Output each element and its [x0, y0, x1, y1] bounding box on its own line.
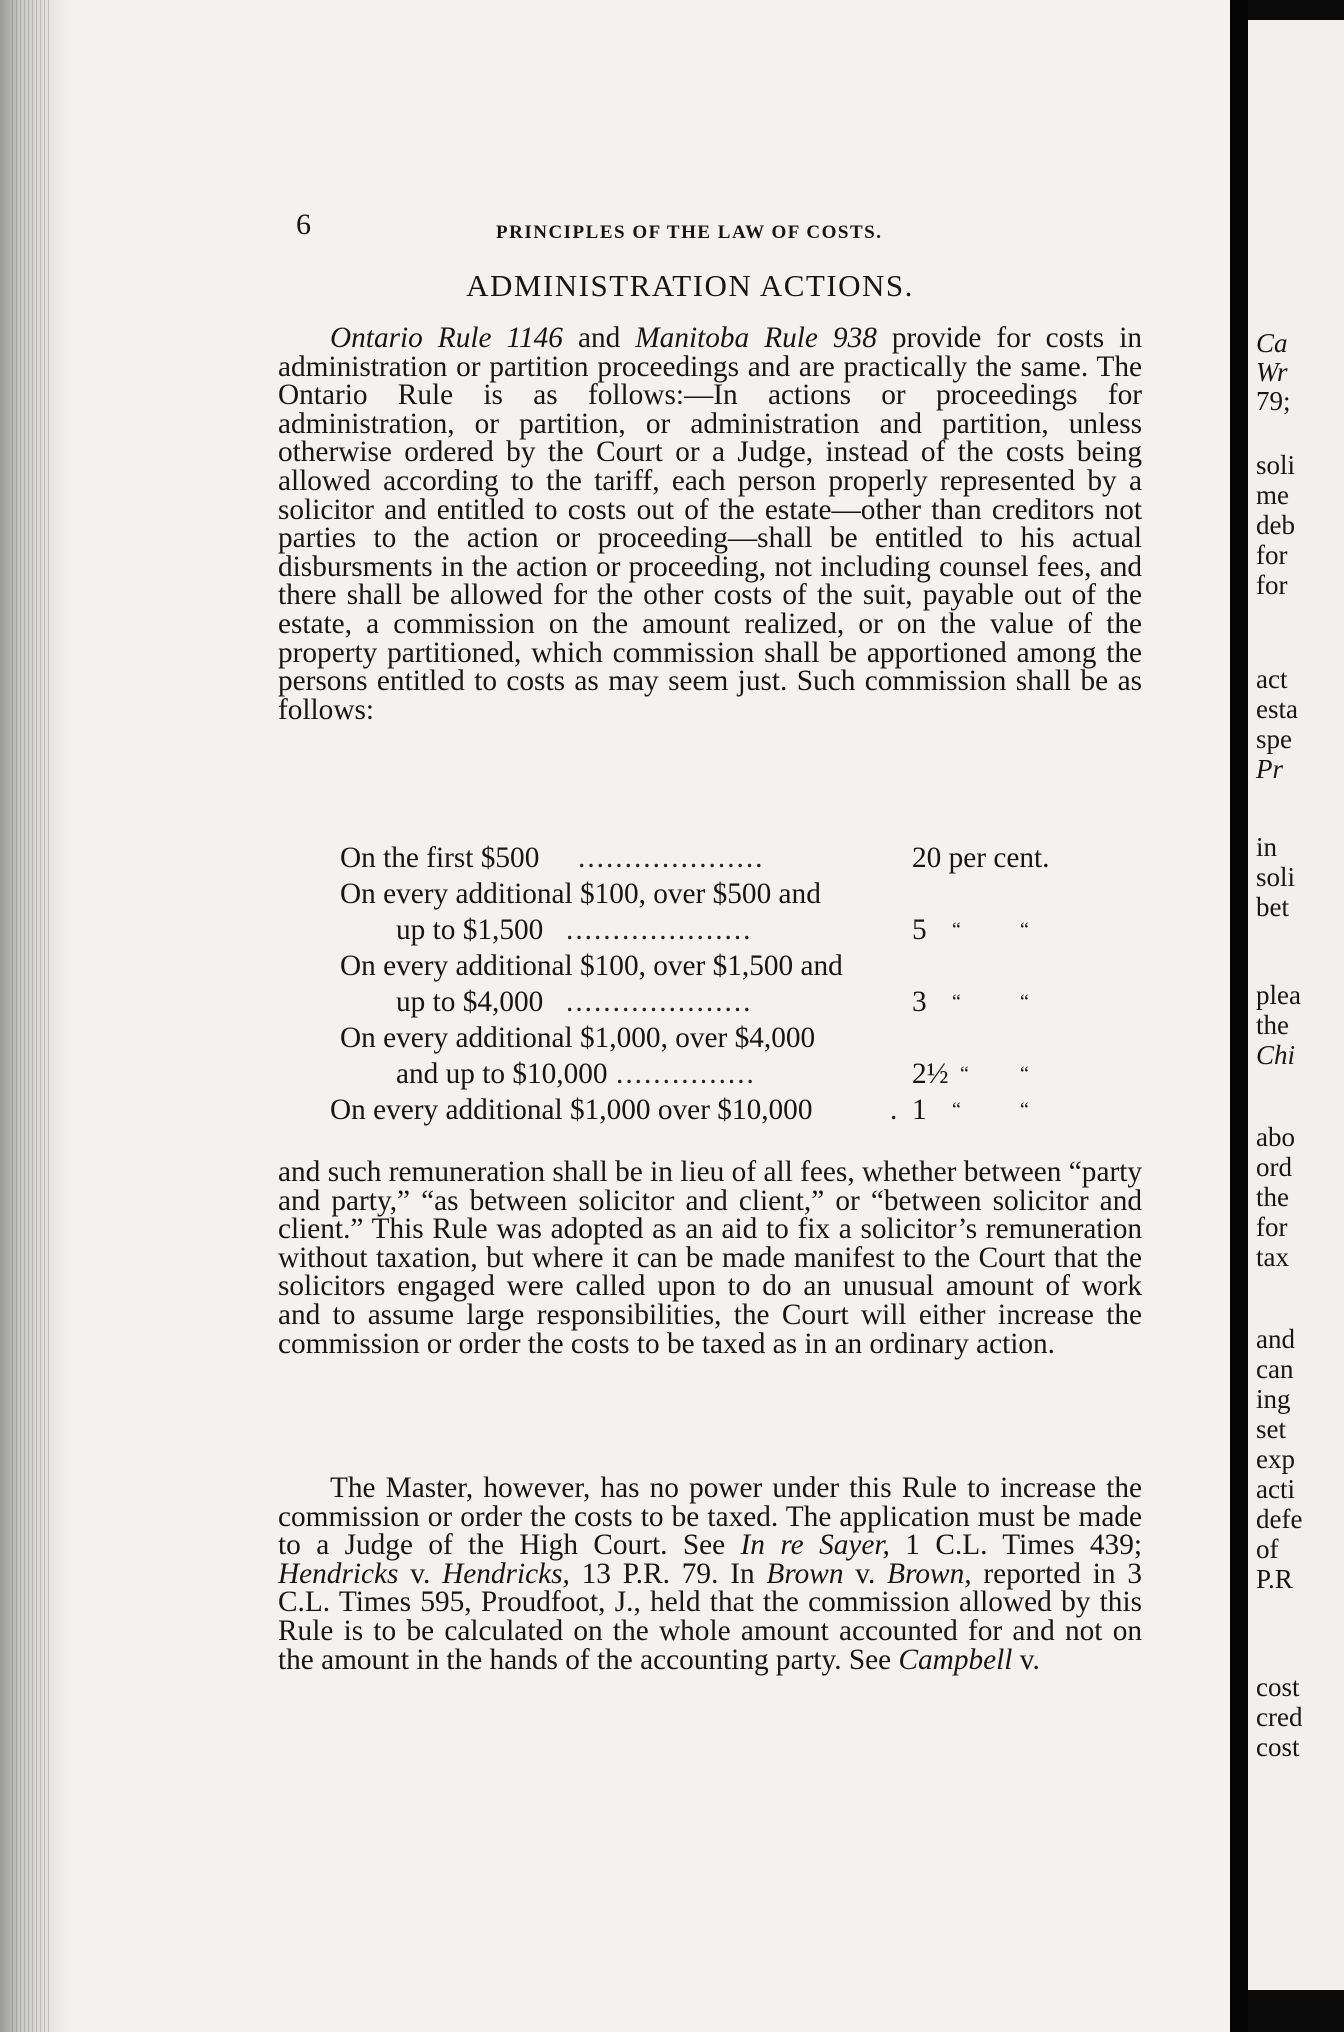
- ditto-mark: “: [952, 1099, 961, 1121]
- facing-line: Ca: [1256, 328, 1288, 358]
- page-gutter: [0, 0, 70, 2032]
- running-head: [296, 208, 996, 248]
- facing-line: for: [1256, 540, 1288, 570]
- schedule-rate: 1: [912, 1094, 927, 1126]
- facing-line: the: [1256, 1010, 1289, 1040]
- facing-line: deb: [1256, 510, 1295, 540]
- schedule-rate: 2½: [912, 1058, 949, 1090]
- paragraph-remuneration-text: and such remuneration shall be in lieu of all fees, whether between “party and party,” “as between solicitor and client,” or “between solicitor and client.” This Rule was adopted as an aid to fix a solicitor’s remuneration without taxation, but where it can be made manifest to the Court that the solicitors engaged were called upon to do an unusual amount of work and to assume large responsibilities, the Court will either increase the commission or order the costs to be taxed as in an ordinary action.: [278, 1156, 1142, 1360]
- paragraph-remuneration: [278, 1158, 1142, 1358]
- schedule-row: [340, 876, 1100, 912]
- paragraph-rule: [278, 324, 1142, 724]
- schedule-label: On every additional $100, over $500 and: [340, 878, 821, 910]
- ditto-mark: “: [960, 1063, 969, 1085]
- facing-line: set: [1256, 1414, 1286, 1444]
- text-segment: v.: [398, 1557, 443, 1590]
- facing-line: of: [1256, 1534, 1279, 1564]
- facing-line: can: [1256, 1354, 1294, 1384]
- case-citation: Hendricks: [278, 1557, 399, 1590]
- facing-line: defe: [1256, 1504, 1303, 1534]
- schedule-row: [340, 840, 1100, 876]
- dot-leaders: ....................: [566, 914, 753, 946]
- schedule-row: [340, 1020, 1100, 1056]
- facing-line: bet: [1256, 892, 1289, 922]
- schedule-row: [340, 912, 1100, 948]
- text-segment: v.: [1012, 1643, 1040, 1676]
- section-title: ADMINISTRATION ACTIONS.: [466, 268, 914, 303]
- facing-line: 79;: [1256, 386, 1291, 416]
- facing-line: me: [1256, 480, 1289, 510]
- case-citation: Brown: [766, 1557, 844, 1590]
- facing-line: esta: [1256, 694, 1298, 724]
- schedule-row: [340, 984, 1100, 1020]
- text-segment: 13 P.R. 79. In: [569, 1557, 767, 1590]
- facing-line: P.R: [1256, 1564, 1293, 1594]
- facing-page: [1248, 20, 1344, 1990]
- dot-leaders: ....................: [578, 842, 765, 874]
- ditto-mark: “: [1020, 1063, 1029, 1085]
- case-citation: Campbell: [898, 1643, 1013, 1676]
- facing-line: for: [1256, 570, 1288, 600]
- ditto-mark: “: [952, 919, 961, 941]
- schedule-rate: 5: [912, 914, 927, 946]
- facing-line: exp: [1256, 1444, 1295, 1474]
- facing-line: for: [1256, 1212, 1288, 1242]
- facing-line: cost: [1256, 1672, 1300, 1702]
- facing-line: abo: [1256, 1122, 1295, 1152]
- ditto-mark: “: [1020, 1099, 1029, 1121]
- schedule-row: [340, 948, 1100, 984]
- text-segment: v.: [843, 1557, 888, 1590]
- facing-line: acti: [1256, 1474, 1295, 1504]
- schedule-row: [340, 1056, 1100, 1092]
- dot-leaders: .: [890, 1094, 900, 1126]
- gutter-shading: [12, 0, 52, 2032]
- text-segment: The Master, however, has no power under this Rule to increase the commission or order the costs to be taxed. The application must be made to a Judge of the High Court. See: [278, 1472, 1142, 1562]
- page-number: 6: [296, 208, 311, 241]
- schedule-rate: 20 per cent.: [912, 842, 1050, 874]
- book-spine-shadow: [1230, 0, 1248, 2032]
- rule-citation-manitoba: Manitoba Rule 938: [635, 322, 877, 354]
- case-citation: Brown,: [887, 1557, 972, 1590]
- schedule-rate: 3: [912, 986, 927, 1018]
- schedule-label: On every additional $100, over $1,500 and: [340, 950, 843, 982]
- facing-line: cred: [1256, 1702, 1303, 1732]
- case-citation: Hendricks,: [442, 1557, 570, 1590]
- facing-line: act: [1256, 664, 1288, 694]
- rule-citation-ontario: Ontario Rule 1146: [330, 322, 563, 354]
- facing-line: soli: [1256, 862, 1296, 892]
- facing-line: ing: [1256, 1384, 1291, 1414]
- facing-line: in: [1256, 832, 1278, 862]
- schedule-label: up to $4,000: [396, 986, 544, 1018]
- facing-line: ord: [1256, 1152, 1292, 1182]
- ditto-mark: “: [952, 991, 961, 1013]
- facing-line: Wr: [1256, 357, 1288, 387]
- paragraph-master: [278, 1474, 1142, 1674]
- facing-line: spe: [1256, 724, 1292, 754]
- facing-line: and: [1256, 1324, 1295, 1354]
- facing-line: plea: [1256, 980, 1301, 1010]
- dot-leaders: ...............: [616, 1058, 756, 1090]
- facing-line: soli: [1256, 450, 1296, 480]
- facing-line: the: [1256, 1182, 1289, 1212]
- schedule-label: On the first $500: [340, 842, 540, 874]
- ditto-mark: “: [1020, 919, 1029, 941]
- ditto-mark: “: [1020, 991, 1029, 1013]
- text-segment: 1 C.L. Times 439;: [889, 1529, 1142, 1562]
- facing-line: tax: [1256, 1242, 1289, 1272]
- text-segment: reported in 3 C.L. Times 595, Proudfoot, J., held that the commission allowed by this Rule is to be calculated on the whole amount accounted for and not on the amount in the hands of the accounting party. See: [278, 1557, 1143, 1676]
- facing-line: Chi: [1256, 1040, 1296, 1070]
- schedule-label: On every additional $1,000, over $4,000: [340, 1022, 816, 1054]
- case-citation: In re Sayer,: [740, 1529, 890, 1562]
- text-and: and: [562, 322, 636, 354]
- paragraph-rule-text: provide for costs in administration or partition proceedings and are practically the same. The Ontario Rule is as follows:—In actions or proceedings for administration, or partition, or administration and partition, unless otherwise ordered by the Court or a Judge, instead of the costs being allowed according to the tariff, each person properly represented by a solicitor and entitled to costs out of the estate—other than creditors not parties to the action or proceeding—shall be entitled to his actual disbursments in the action or proceeding, not including counsel fees, and there shall be allowed for the other costs of the suit, payable out of the estate, a commission on the amount realized, or on the value of the property partitioned, which commission shall be apportioned among the persons entitled to costs as may seem just. Such commission shall be as follows:: [278, 322, 1142, 726]
- running-head-title: PRINCIPLES OF THE LAW OF COSTS.: [496, 222, 883, 243]
- schedule-label: and up to $10,000: [396, 1058, 608, 1090]
- schedule-label: up to $1,500: [396, 914, 544, 946]
- commission-schedule: [330, 840, 1100, 1128]
- schedule-row: [330, 1092, 1100, 1128]
- facing-line: Pr: [1256, 754, 1283, 784]
- facing-line: cost: [1256, 1732, 1300, 1762]
- schedule-label: On every additional $1,000 over $10,000: [330, 1094, 813, 1126]
- dot-leaders: ....................: [566, 986, 753, 1018]
